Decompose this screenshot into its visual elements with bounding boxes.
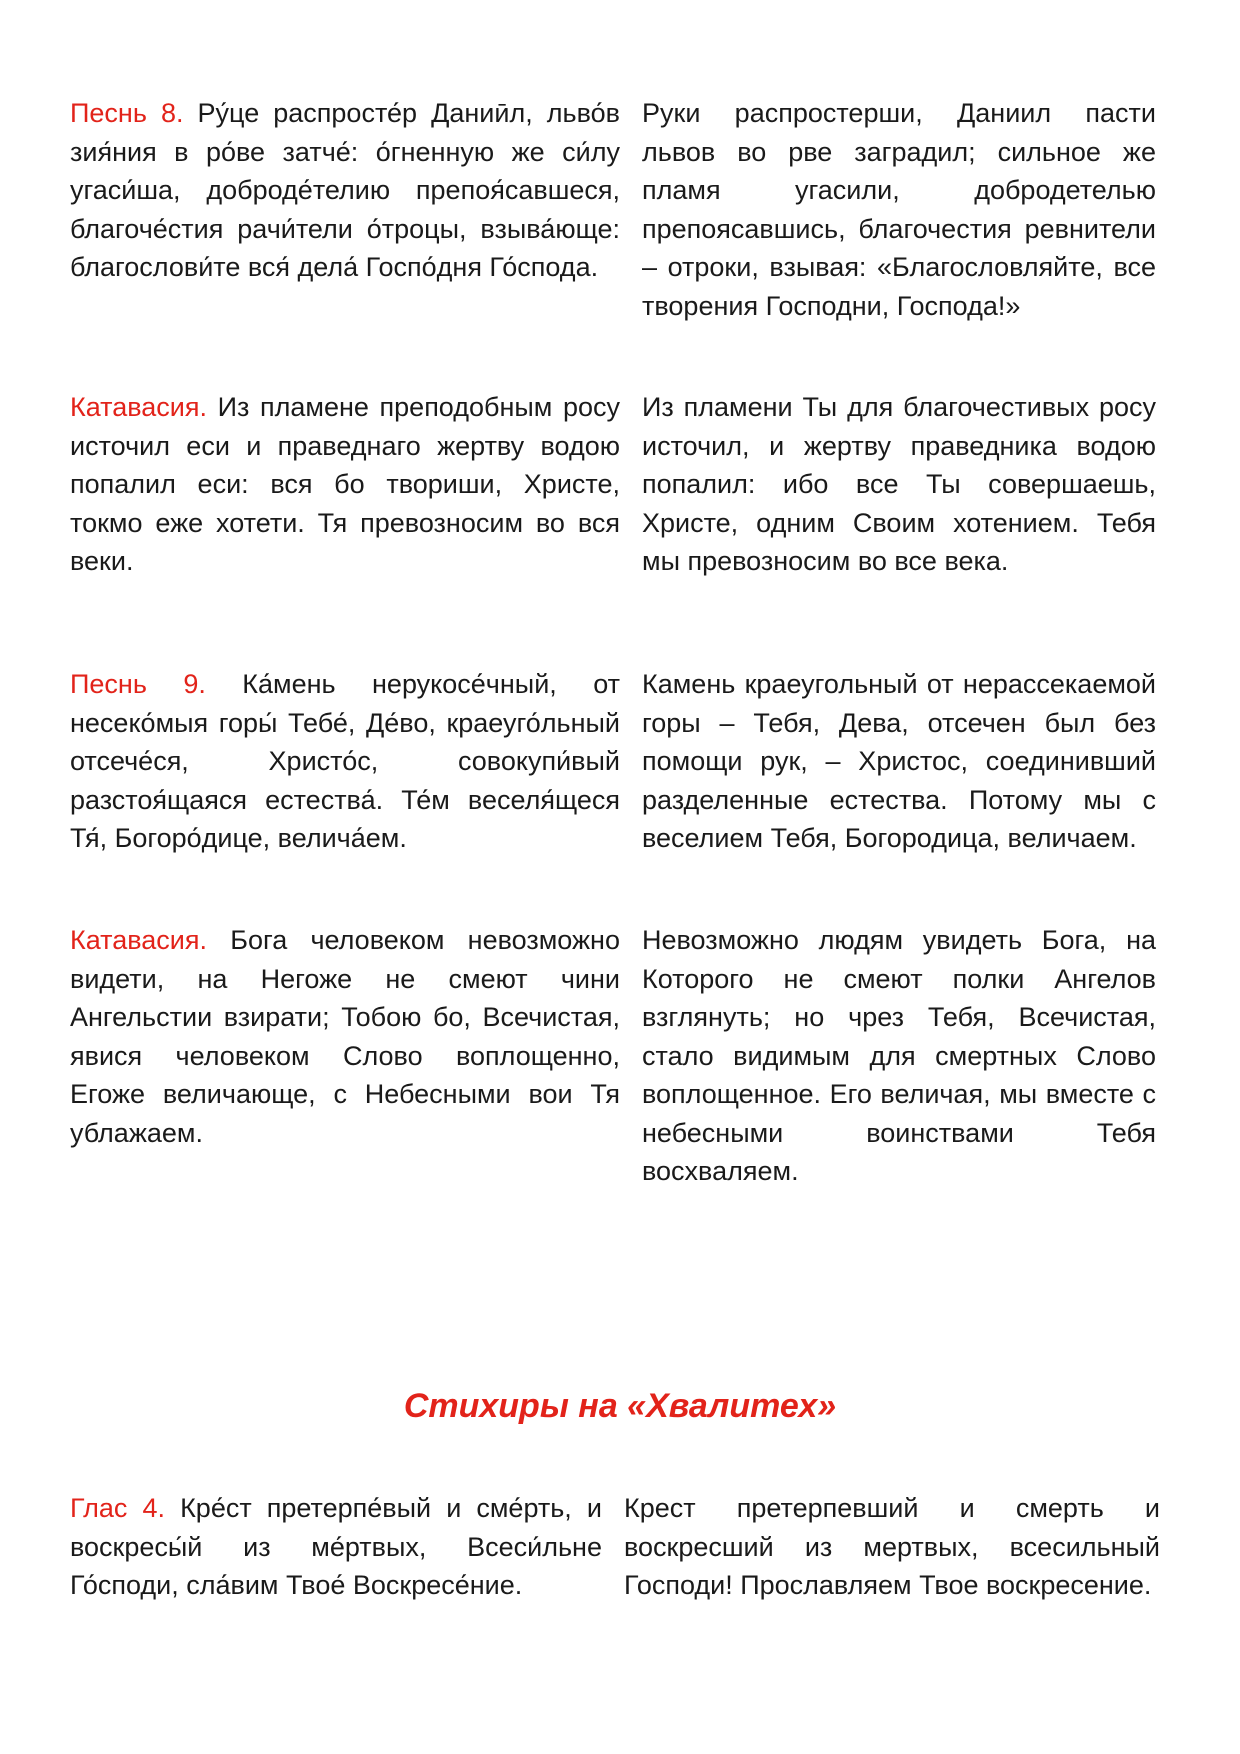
russian-text: Из пламени Ты для благочестивых росу источил, и жертву праведника водою попалил: ибо все Ты совершаешь, Христе, одним Своим хотением. Тебя мы превозносим во все века. [642,392,1156,576]
block-katavasia-8 [70,388,1156,581]
slavonic-text [70,1489,602,1605]
block-glas-4 [70,1489,1160,1605]
slavonic-text [70,388,620,581]
block-katavasia-9 [70,921,1156,1191]
block-label: Песнь 9. [70,669,206,699]
block-label: Глас 4. [70,1493,165,1523]
slavonic-text [70,921,620,1191]
slavonic-body: Ру́це распросте́р Даниӣл, льво́в зия́ния в ро́ве затче́: о́гненную же си́лу угаси́ша, доброде́телию препоя́савшеся, благоче́стия рачи́тели о́троцы, взыва́юще: благослови́те вся́ дела́ Госпо́дня Го́спода. [70,98,620,282]
slavonic-body: Кре́ст претерпе́вый и сме́рть, и воскресы́й из ме́ртвых, Всеси́льне Го́споди, сла́вим Твое́ Воскресе́ние. [70,1493,602,1600]
section-title: Стихиры на «Хвалитех» [403,1387,837,1425]
slavonic-body: Ка́мень нерукосе́чный, от несеко́мыя горы́ Тебе́, Де́во, краеуго́льный отсече́ся, Христо́с, совокупи́вый разстоя́щаяся естества́. Те́м веселя́щеся Тя́, Богоро́дице, велича́ем. [70,669,620,853]
slavonic-body: Из пламене преподобным росу источил еси и праведнаго жертву водою попалил еси: вся бо твориши, Христе, токмо еже хотети. Тя превозносим во вся веки. [70,392,620,576]
russian-text: Руки распростерши, Даниил пасти львов во рве заградил; сильное же пламя угасили, добродетелью препоясавшись, благочестия ревнители – отроки, взывая: «Благословляйте, все творения Господни, Господа!» [642,98,1156,321]
block-label: Катавасия. [70,925,207,955]
slavonic-text [70,665,620,858]
block-pesn-9 [70,665,1156,858]
russian-text: Крест претерпевший и смерть и воскресший из мертвых, всесильный Господи! Прославляем Твое воскресение. [624,1493,1160,1600]
russian-text: Камень краеугольный от нерассекаемой горы – Тебя, Дева, отсечен был без помощи рук, – Христос, соединивший разделенные естества. Потому мы с веселием Тебя, Богородица, величаем. [642,669,1156,853]
block-pesn-8 [70,94,1156,325]
block-label: Песнь 8. [70,98,184,128]
russian-text: Невозможно людям увидеть Бога, на Которого не смеют полки Ангелов взглянуть; но чрез Тебя, Всечистая, стало видимым для смертных Слово воплощенное. Его величая, мы вместе с небесными воинствами Тебя восхваляем. [642,925,1156,1186]
slavonic-text [70,94,620,325]
block-label: Катавасия. [70,392,207,422]
slavonic-body: Бога человеком невозможно видети, на Негоже не смеют чини Ангельстии взирати; Тобою бо, Всечистая, явися человеком Слово воплощенно, Егоже величающе, с Небесными вои Тя ублажаем. [70,925,620,1148]
